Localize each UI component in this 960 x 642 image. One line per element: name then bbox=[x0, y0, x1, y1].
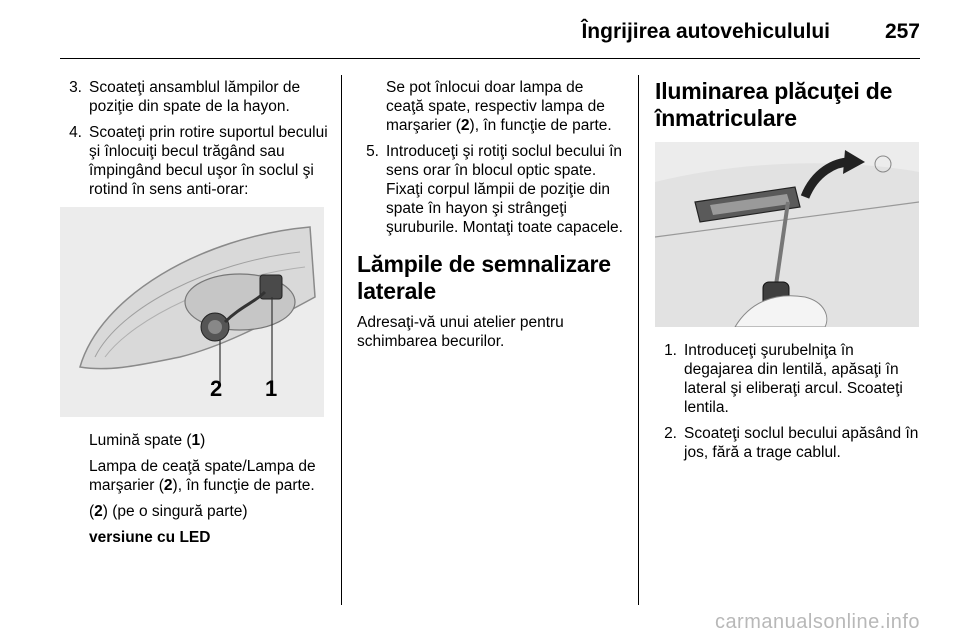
step-text: Introduceţi şurubelniţa în degajarea din lentilă, apăsaţi în lateral şi eliberaţi arcul. Scoateţi lentila. bbox=[684, 342, 903, 416]
page-number: 257 bbox=[884, 20, 920, 43]
led-version-subheading: versiune cu LED bbox=[89, 529, 211, 546]
watermark: carmanualsonline.info bbox=[714, 611, 920, 633]
step-item bbox=[655, 341, 923, 417]
section-heading: Iluminarea plăcuţei de înmatriculare bbox=[655, 78, 893, 131]
step-number: 1. bbox=[664, 342, 677, 359]
legend-text: ( bbox=[89, 503, 95, 520]
paragraph-ref: 2 bbox=[460, 117, 470, 134]
tail-lamp-illustration bbox=[60, 207, 324, 417]
license-lamp-illustration bbox=[655, 142, 919, 327]
legend-text: Lampa de ceaţă spate/Lampa de marşarier ( bbox=[89, 458, 316, 494]
column-1 bbox=[60, 78, 328, 554]
legend-ref: 2 bbox=[163, 477, 173, 494]
legend-text: Lumină spate ( bbox=[89, 432, 192, 449]
legend-item bbox=[89, 502, 328, 521]
legend-ref: 1 bbox=[191, 432, 201, 449]
figure-legend bbox=[60, 431, 328, 547]
step-item bbox=[60, 78, 328, 116]
step-text: Scoateţi ansamblul lămpilor de poziţie din spate de la hayon. bbox=[89, 79, 301, 115]
paragraph bbox=[357, 78, 625, 135]
step-item bbox=[655, 424, 923, 462]
legend-text: ) bbox=[200, 432, 206, 449]
header-title: Îngrijirea autovehiculului bbox=[581, 20, 830, 43]
license-lamp-figure bbox=[655, 142, 919, 327]
legend-item bbox=[89, 457, 328, 495]
step-number: 4. bbox=[69, 124, 82, 141]
column-2 bbox=[357, 78, 625, 358]
legend-ref: 2 bbox=[94, 503, 103, 520]
step-text: Introduceţi şi rotiţi soclul becului în sens orar în blocul optic spate. Fixaţi corpul lămpii de poziţie din spate în hayon şi strângeţi şuruburile. Montaţi toate capacele. bbox=[386, 143, 623, 236]
legend-text: ) (pe o singură parte) bbox=[102, 503, 248, 520]
step-item bbox=[60, 123, 328, 199]
step-number: 5. bbox=[366, 143, 379, 160]
tail-lamp-figure bbox=[60, 207, 324, 417]
step-number: 2. bbox=[664, 425, 677, 442]
paragraph-text: Se pot înlocui doar lampa de ceaţă spate, respectiv lampa de marşarier ( bbox=[386, 79, 605, 134]
section-heading: Lămpile de semnalizare laterale bbox=[357, 251, 611, 304]
step-number: 3. bbox=[69, 79, 82, 96]
paragraph-text: ), în funcţie de parte. bbox=[469, 117, 612, 134]
step-text: Scoateţi prin rotire suportul becului şi înlocuiţi becul trăgând sau împingând becul uşor în soclul şi rotind în sens anti-orar: bbox=[89, 124, 328, 198]
figure-callout-1: 1 bbox=[265, 376, 278, 401]
column-divider-1 bbox=[341, 75, 342, 605]
column-3 bbox=[655, 78, 923, 469]
step-text: Scoateţi soclul becului apăsând în jos, fără a trage cablul. bbox=[684, 425, 919, 461]
legend-text: ), în funcţie de parte. bbox=[172, 477, 315, 494]
header-rule bbox=[60, 58, 920, 59]
section-body: Adresaţi-vă unui atelier pentru schimbarea becurilor. bbox=[357, 314, 564, 350]
figure-callout-2: 2 bbox=[210, 376, 223, 401]
legend-item bbox=[89, 431, 328, 450]
step-item bbox=[357, 142, 625, 237]
column-divider-2 bbox=[638, 75, 639, 605]
